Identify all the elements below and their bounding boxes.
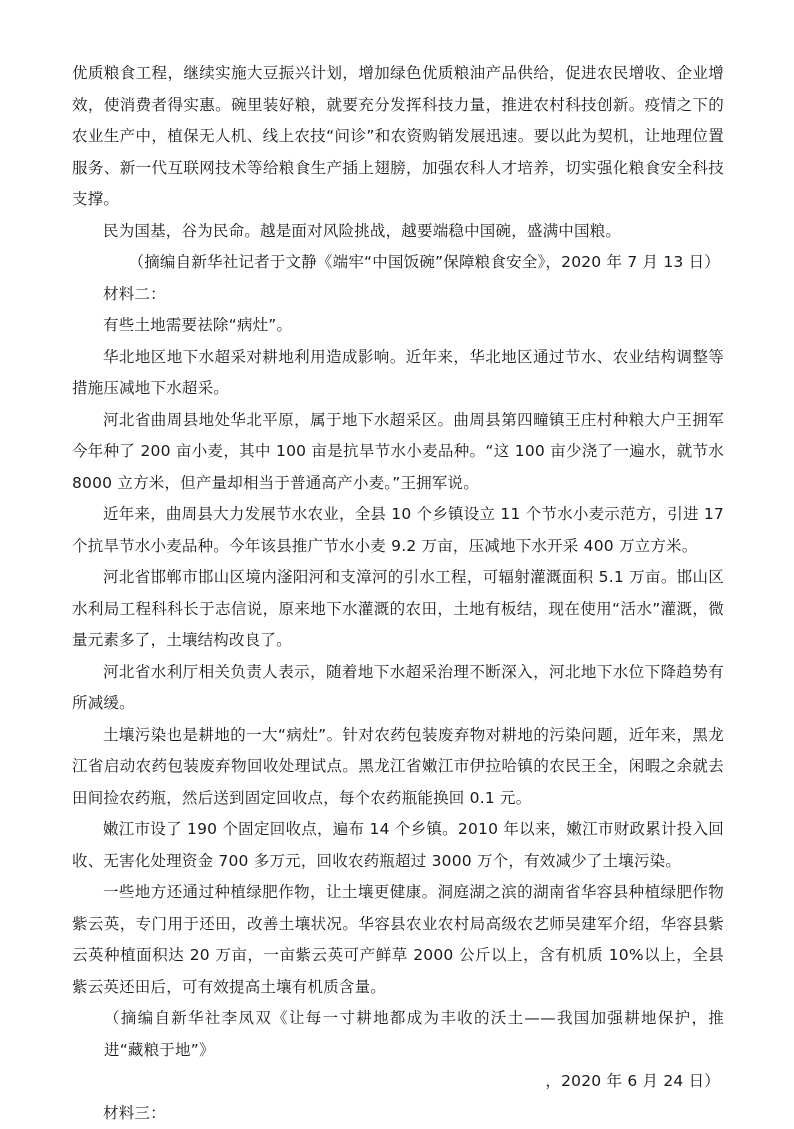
document-page — [72, 58, 724, 1129]
paragraph: 河北省曲周县地处华北平原，属于地下水超采区。曲周县第四疃镇王庄村种粮大户王拥军今年种了 200 亩小麦，其中 100 亩是抗旱节水小麦品种。“这 100 亩少浇了一遍水，就节水 8000 立方米，但产量却相当于普通高产小麦。”王拥军说。 — [72, 405, 724, 500]
paragraph: 嫩江市设了 190 个固定回收点，遍布 14 个乡镇。2010 年以来，嫩江市财政累计投入回收、无害化处理资金 700 多万元，回收农药瓶超过 3000 万个，有效减少了土壤污染。 — [72, 814, 724, 877]
paragraph: 民为国基，谷为民命。越是面对风险挑战，越要端稳中国碗，盛满中国粮。 — [72, 216, 724, 248]
paragraph: 近年来，曲周县大力发展节水农业，全县 10 个乡镇设立 11 个节水小麦示范方，引进 17 个抗旱节水小麦品种。今年该县推广节水小麦 9.2 万亩，压减地下水开采 400 万立方米。 — [72, 499, 724, 562]
section-heading: 材料二： — [72, 279, 724, 311]
paragraph: 华北地区地下水超采对耕地利用造成影响。近年来，华北地区通过节水、农业结构调整等措施压减地下水超采。 — [72, 342, 724, 405]
paragraph: 河北省邯郸市邯山区境内滏阳河和支漳河的引水工程，可辐射灌溉面积 5.1 万亩。邯山区水利局工程科科长于志信说，原来地下水灌溉的农田，土地有板结，现在使用“活水”灌溉，微量元素多了，土壤结构改良了。 — [72, 562, 724, 657]
source-citation-date: ，2020 年 6 月 24 日） — [72, 1066, 724, 1098]
section-heading: 材料三： — [72, 1098, 724, 1129]
source-citation: （摘编自新华社记者于文静《端牢“中国饭碗”保障粮食安全》，2020 年 7 月 13 日） — [72, 247, 724, 279]
source-citation: （摘编自新华社李凤双《让每一寸耕地都成为丰收的沃土——我国加强耕地保护，推进“藏粮于地”》 — [72, 1003, 724, 1066]
paragraph: 有些土地需要祛除“病灶”。 — [72, 310, 724, 342]
paragraph: 河北省水利厅相关负责人表示，随着地下水超采治理不断深入，河北地下水位下降趋势有所减缓。 — [72, 657, 724, 720]
paragraph: 土壤污染也是耕地的一大“病灶”。针对农药包装废弃物对耕地的污染问题，近年来，黑龙江省启动农药包装废弃物回收处理试点。黑龙江省嫩江市伊拉哈镇的农民王全，闲暇之余就去田间捡农药瓶，然后送到固定回收点，每个农药瓶能换回 0.1 元。 — [72, 720, 724, 815]
paragraph: 优质粮食工程，继续实施大豆振兴计划，增加绿色优质粮油产品供给，促进农民增收、企业增效，使消费者得实惠。碗里装好粮，就要充分发挥科技力量，推进农村科技创新。疫情之下的农业生产中，植保无人机、线上农技“问诊”和农资购销发展迅速。要以此为契机，让地理位置服务、新一代互联网技术等给粮食生产插上翅膀，加强农科人才培养，切实强化粮食安全科技支撑。 — [72, 58, 724, 216]
paragraph: 一些地方还通过种植绿肥作物，让土壤更健康。洞庭湖之滨的湖南省华容县种植绿肥作物紫云英，专门用于还田，改善土壤状况。华容县农业农村局高级农艺师吴建军介绍，华容县紫云英种植面积达 20 万亩，一亩紫云英可产鲜草 2000 公斤以上，含有机质 10%以上，全县紫云英还田后，可有效提高土壤有机质含量。 — [72, 877, 724, 1003]
